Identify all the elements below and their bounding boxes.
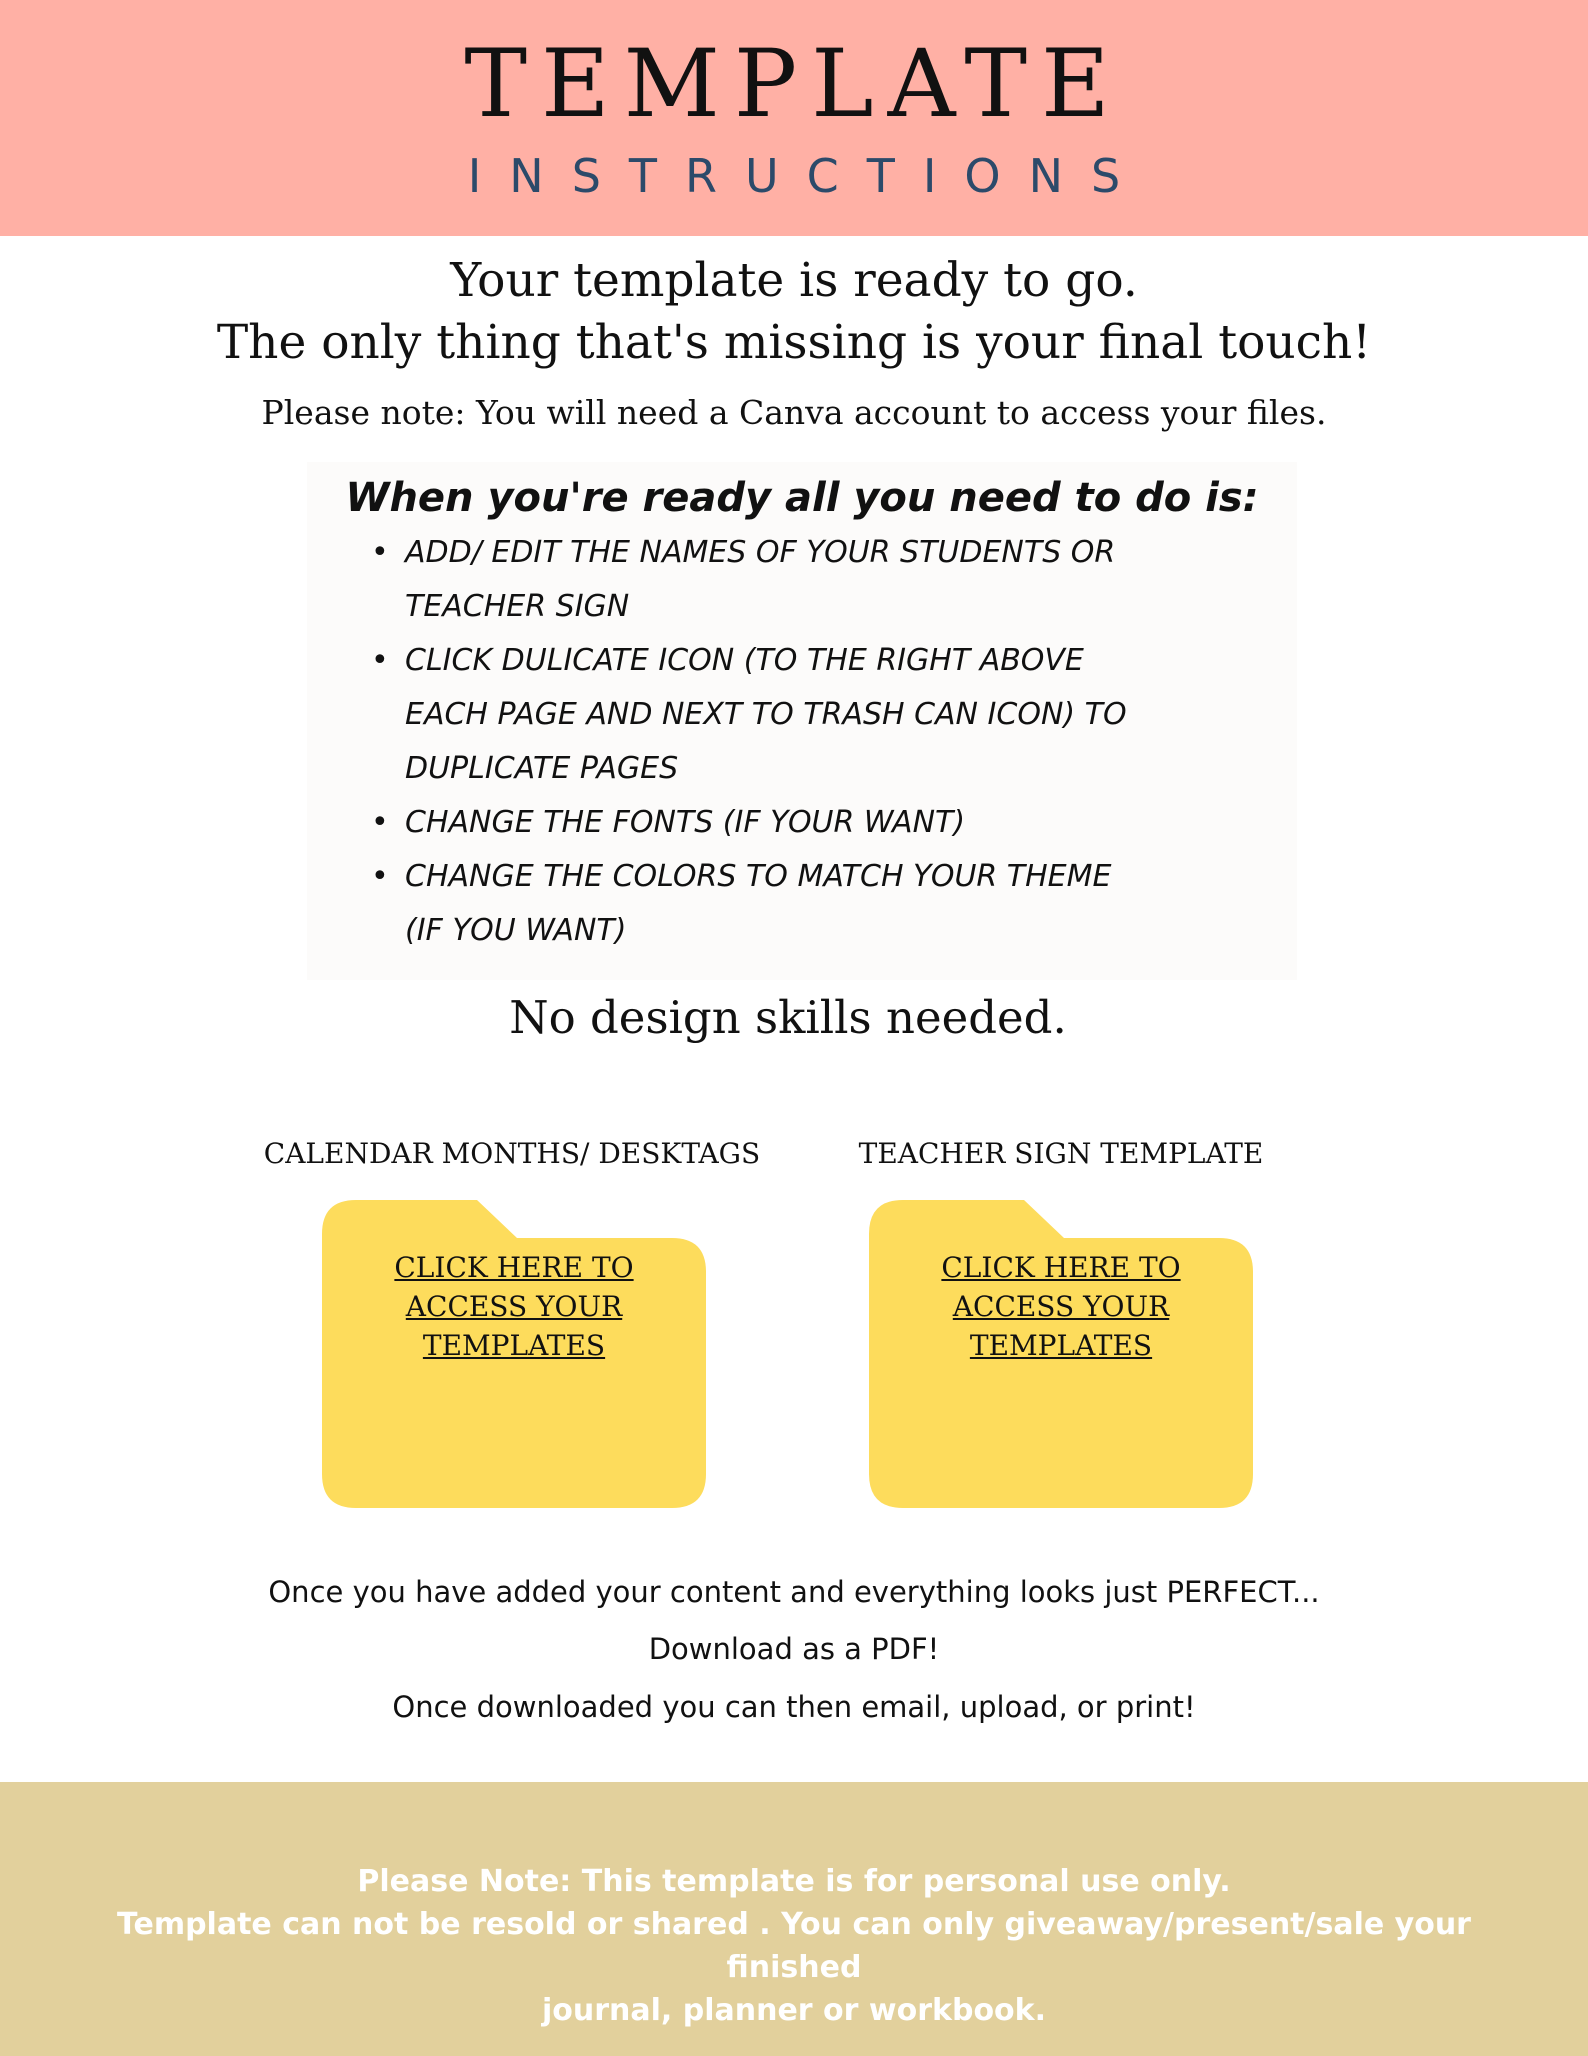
step-line: CHANGE THE COLORS TO MATCH YOUR THEME xyxy=(405,859,1112,894)
step-line: CHANGE THE FONTS (IF YOUR WANT) xyxy=(405,805,966,840)
folder-button-teacher-sign[interactable] xyxy=(869,1200,1253,1508)
step-line: DUPLICATE PAGES xyxy=(405,751,679,786)
step-item xyxy=(405,796,1265,850)
footer-line-3: journal, planner or workbook. xyxy=(541,1993,1047,2028)
folder-label-calendar: CALENDAR MONTHS/ DESKTAGS xyxy=(263,1137,761,1170)
access-templates-link[interactable]: CLICK HERE TO ACCESS YOUR TEMPLATES xyxy=(394,1251,634,1362)
step-line: CLICK DULICATE ICON (TO THE RIGHT ABOVE xyxy=(405,643,1084,678)
page-subtitle: INSTRUCTIONS xyxy=(467,149,1149,203)
outro-line-1: Once you have added your content and everything looks just PERFECT... xyxy=(268,1575,1320,1609)
outro-line-3: Once downloaded you can then email, upload, or print! xyxy=(392,1690,1196,1724)
no-skills-text: No design skills needed. xyxy=(509,991,1067,1044)
folder-label-teacher-sign: TEACHER SIGN TEMPLATE xyxy=(858,1137,1264,1170)
step-line: ADD/ EDIT THE NAMES OF YOUR STUDENTS OR xyxy=(405,535,1116,570)
footer-line-1: Please Note: This template is for personal use only. xyxy=(357,1864,1231,1899)
steps-list xyxy=(405,526,1265,958)
outro-line-2: Download as a PDF! xyxy=(648,1632,940,1666)
access-templates-link[interactable]: CLICK HERE TO ACCESS YOUR TEMPLATES xyxy=(941,1251,1181,1362)
step-item xyxy=(405,526,1265,634)
intro-line-1: Your template is ready to go. xyxy=(450,253,1138,308)
step-line: (IF YOU WANT) xyxy=(405,913,627,948)
canva-note: Please note: You will need a Canva account to access your files. xyxy=(261,393,1327,432)
step-line: EACH PAGE AND NEXT TO TRASH CAN ICON) TO xyxy=(405,697,1127,732)
folder-button-calendar[interactable] xyxy=(322,1200,706,1508)
steps-panel xyxy=(307,462,1297,980)
intro-line-2: The only thing that's missing is your final touch! xyxy=(216,315,1372,370)
footer-banner xyxy=(0,1782,1588,2056)
steps-heading: When you're ready all you need to do is: xyxy=(345,475,1259,521)
footer-line-2: Template can not be resold or shared . You can only giveaway/present/sale your finished xyxy=(117,1907,1471,1985)
header-banner xyxy=(0,0,1588,236)
step-item xyxy=(405,850,1265,958)
step-line: TEACHER SIGN xyxy=(405,589,630,624)
footer-note xyxy=(60,1860,1528,2032)
step-item xyxy=(405,634,1265,796)
page-title: TEMPLATE xyxy=(464,30,1124,139)
